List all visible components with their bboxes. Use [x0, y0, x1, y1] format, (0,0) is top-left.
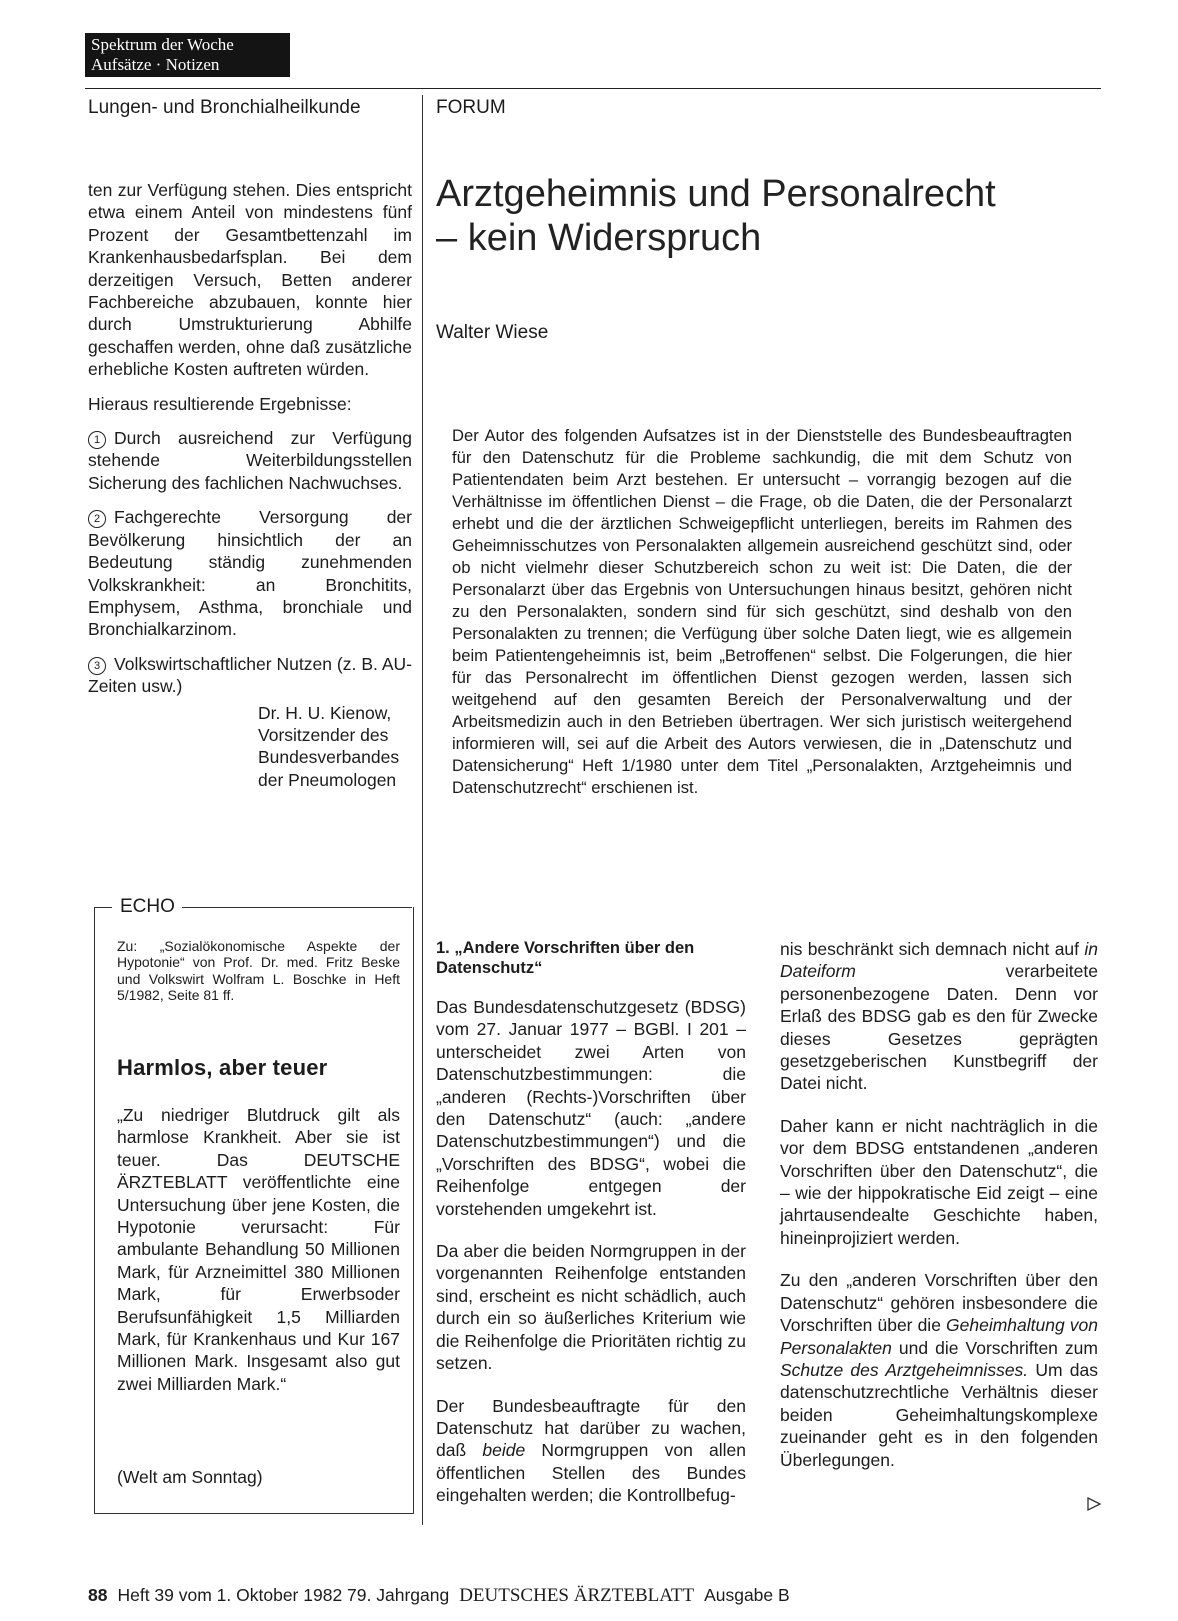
echo-box-top-rule [182, 907, 412, 908]
signature-line: der Pneumologen [258, 769, 397, 790]
left-paragraph-2: Hieraus resultierende Ergebnisse: [88, 393, 352, 414]
circled-number-1: 1 [88, 431, 106, 449]
result-item-2-text: Fachgerechte Versorgung der Bevölkerung hinsichtlich der an Bedeutung ständig zunehmenden Volkskrankheit: an Bronchitits, Emphysem, Asthma, bronchiale und Bronchialkarzinom. [88, 507, 412, 640]
result-item-1 [88, 427, 412, 494]
text-run: und die Vorschriften zum [891, 1337, 1098, 1358]
triangle-right-outline-icon [1086, 1496, 1102, 1517]
middle-paragraph-3 [436, 1395, 746, 1507]
signature-line: Dr. H. U. Kienow, [258, 702, 392, 723]
section-header-box [85, 33, 290, 77]
section-label-left: Lungen- und Bronchialheilkunde [88, 97, 361, 118]
right-column [780, 938, 1098, 1491]
echo-reference: Zu: „Sozialökonomische Aspekte der Hypotonie“ von Prof. Dr. med. Fritz Beske und Volkswirt Wolfram L. Boschke in Heft 5/1982, Seite 81 ff. [117, 938, 400, 1004]
middle-paragraph-2: Da aber die beiden Normgruppen in der vorgenannten Reihenfolge entstanden sind, erscheint es nicht schädlich, auch durch ein so äußerliches Kriterium wie die Reihenfolge die Prioritäten richtig zu setzen. [436, 1241, 746, 1374]
text-run: Zu den „anderen Vorschriften über den Datenschutz“ gehören insbesondere die Vorschriften über die [780, 1270, 1098, 1336]
emphasis: beide [482, 1440, 526, 1461]
result-item-3-text: Volkswirtschaftlicher Nutzen (z. B. AU-Zeiten usw.) [88, 653, 412, 697]
text-run: Um das datenschutzrechtliche Verhältnis dieser beiden Geheimhaltungskomplexe zueinander geht es in den folgenden Überlegungen. [780, 1359, 1098, 1470]
right-paragraph-2: Daher kann er nicht nachträglich in die vor dem BDSG entstandenen „anderen Vorschriften über den Datenschutz“, die – wie der hippokratische Eid zeigt – eine jahrtausendealte Geschichte haben, hineinprojiziert werden. [780, 1115, 1098, 1248]
result-item-2 [88, 506, 412, 640]
section-label-right: FORUM [436, 97, 506, 118]
article-author: Walter Wiese [436, 322, 549, 343]
text-run: Normgruppen von allen öffentlichen Stellen des Bundes eingehalten werden; die Kontrollbefug- [436, 1440, 746, 1506]
right-paragraph-3 [780, 1269, 1098, 1471]
page-footer [88, 1585, 790, 1607]
result-item-1-text: Durch ausreichend zur Verfügung stehende Weiterbildungsstellen Sicherung des fachlichen Nachwuchses. [88, 428, 412, 493]
header-line-1: Spektrum der Woche [91, 35, 234, 54]
header-line-2: Aufsätze · Notizen [91, 55, 220, 74]
signature-line: Bundesverbandes [258, 747, 400, 768]
emphasis: in Dateiform [780, 939, 1098, 982]
middle-column [436, 938, 746, 1527]
top-rule [85, 88, 1101, 89]
result-item-3 [88, 653, 412, 698]
text-run: nis beschränkt sich demnach nicht auf [780, 939, 1085, 959]
middle-paragraph-1: Das Bundesdatenschutzgesetz (BDSG) vom 27. Januar 1977 – BGBl. I 201 – unterscheidet zwei Arten von Datenschutzbestimmungen: die „anderen (Rechts-)Vorschriften über den Datenschutz“ (auch: „andere Datenschutzbestimmungen“) und die „Vorschriften des BDSG“, wobei die Reihenfolge entgegen der vorstehenden umgekehrt ist. [436, 997, 746, 1219]
column-divider [422, 95, 423, 1525]
echo-source: (Welt am Sonntag) [117, 1467, 263, 1487]
text-run: verarbeitete personenbezogene Daten. Denn vor Erlaß des BDSG gab es den für Zwecke dieses Gesetzes geprägten gesetzgeberischen Kunstbegriff der Datei nicht. [780, 961, 1098, 1094]
article-title-line-1: Arztgeheimnis und Personalrecht [436, 173, 996, 215]
article-title [436, 172, 1096, 260]
issue-info: Heft 39 vom 1. Oktober 1982 79. Jahrgang [117, 1585, 450, 1605]
right-paragraph-1 [780, 938, 1098, 1095]
echo-box-top-rule [94, 907, 112, 908]
echo-label: ECHO [117, 896, 178, 918]
page-number: 88 [88, 1585, 108, 1605]
journal-name: DEUTSCHES ÄRZTEBLATT [459, 1585, 695, 1606]
signature-line: Vorsitzender des [258, 724, 389, 745]
text-run: Der Bundesbeauftragte für den Datenschutz hat darüber zu wachen, daß [436, 1395, 746, 1461]
section-heading: 1. „Andere Vorschriften über den Datenschutz“ [436, 939, 695, 977]
edition: Ausgabe B [704, 1585, 790, 1605]
article-title-line-2: – kein Widerspruch [436, 217, 762, 259]
article-lead: Der Autor des folgenden Aufsatzes ist in der Dienststelle des Bundesbeauftragten für den Datenschutz für die Probleme sachkundig, die mit dem Schutz von Patientendaten beim Arzt bestehen. Er untersucht – vorrangig bezogen auf die Verhältnisse im öffentlichen Dienst – die Frage, ob die Daten, die der Personalarzt erhebt und die der ärztlichen Schweigepflicht unterliegen, bereits im Rahmen des Geheimnisschutzes von Personalakten allgemein ausreichend geschützt sind, oder ob nicht vielmehr dieser Schutzbereich schon zu weit ist: Die Daten, die der Personalarzt über das Ergebnis von Untersuchungen hinaus besitzt, gehören nicht zu den Personalakten, sondern sind für sich geschützt, sind deshalb von den Personalakten zu trennen; die Verfügung über solche Daten liegt, wie es allgemein beim Patientengeheimnis ist, beim „Betroffenen“ selbst. Die Folgerungen, die hier für das Personalrecht im öffentlichen Dienst gezogen werden, lassen sich weitgehend auf den gesamten Bereich der Personalverwaltung und der Arbeitsmedizin auch in den Betrieben übertragen. Wer sich juristisch weitergehend informieren will, sei auf die Arbeit des Autors verwiesen, die in „Datenschutz und Datensicherung“ Heft 1/1980 unter dem Titel „Personalakten, Arztgeheimnis und Datenschutzrecht“ erschienen ist. [452, 426, 1072, 797]
echo-headline: Harmlos, aber teuer [117, 1055, 328, 1080]
echo-quote: „Zu niedriger Blutdruck gilt als harmlose Krankheit. Aber sie ist teuer. Das DEUTSCHE ÄRZTEBLATT veröffentlichte eine Untersuchung über jene Kosten, die Hypotonie verursacht: Für ambulante Behandlung 50 Millionen Mark, für Arzneimittel 380 Millionen Mark, für Erwerbsoder Berufsunfähigkeit 1,5 Milliarden Mark, für Krankenhaus und Kur 167 Millionen Mark. Insgesamt also gut zwei Milliarden Mark.“ [117, 1105, 400, 1394]
circled-number-3: 3 [88, 657, 106, 675]
emphasis: Geheimhaltung von Personalakten [780, 1315, 1098, 1358]
signature-block [258, 702, 412, 792]
emphasis: Schutze des Arztgeheimnisses. [780, 1359, 1029, 1380]
circled-number-2: 2 [88, 510, 106, 528]
left-paragraph-1: ten zur Verfügung stehen. Dies entspricht etwa einem Anteil von mindestens fünf Prozent der Gesamtbettenzahl im Krankenhausbedarfsplan. Bei dem derzeitigen Versuch, Betten anderer Fachbereiche abzubauen, konnte hier durch Umstrukturierung Abhilfe geschaffen werden, ohne daß zusätzliche erhebliche Kosten auftreten würden. [88, 180, 412, 380]
left-column [88, 179, 412, 791]
